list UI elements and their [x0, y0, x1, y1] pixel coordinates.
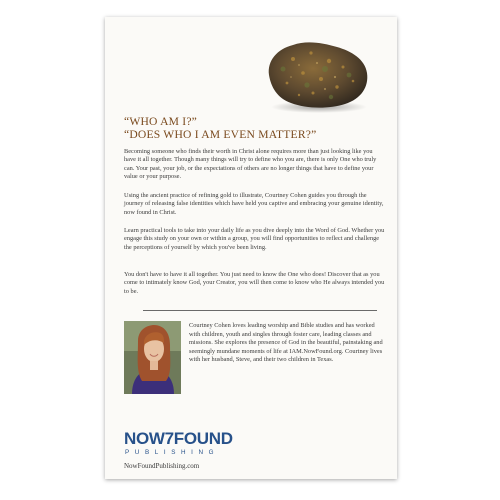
gold-ore-rock-image — [263, 37, 371, 115]
publisher-logo-sub: PUBLISHING — [125, 449, 220, 456]
divider-rule — [143, 310, 377, 311]
author-photo — [124, 321, 181, 394]
publisher-logo-main: NOW7FOUND — [124, 429, 233, 448]
book-back-cover — [105, 17, 397, 479]
paragraph-4: You don't have to have it all together. You just need to know the One who does! Discover that as you come to intimately know God, your Creator, you will then come to know who He always intended you to be. — [124, 271, 385, 295]
paragraph-2: Using the ancient practice of refining gold to illustrate, Courtney Cohen guides you through the journey of releasing false identities which have held you captive and embracing your genuine identity, now found in Christ. — [124, 192, 384, 216]
heading-line-1: “WHO AM I?” — [124, 115, 198, 128]
paragraph-1: Becoming someone who finds their worth in Christ alone requires more than just looking like you have it all together. Though many things will try to define who you are, there is only One who truly can. Your past, your job, or the expectations of others are no longer things that have to define your value or your purpose. — [124, 148, 377, 180]
author-bio: Courtney Cohen loves leading worship and Bible studies and has worked with children, youth and singles through foster care, leading classes and missions. She explores the presence of God in the beautiful, painstaking and seemingly mundane moments of life at IAM.NowFound.org. Courtney lives with her husband, Steve, and their two children in Texas. — [189, 322, 383, 364]
publisher-website: NowFoundPublishing.com — [124, 462, 200, 470]
heading-line-2: “DOES WHO I AM EVEN MATTER?” — [124, 128, 317, 141]
paragraph-3: Learn practical tools to take into your daily life as you dive deeply into the Word of God. Whether you engage this study on your own or within a group, you will find opportunities to reflect and challenge the perceptions of yourself by which you've been living. — [124, 227, 385, 251]
